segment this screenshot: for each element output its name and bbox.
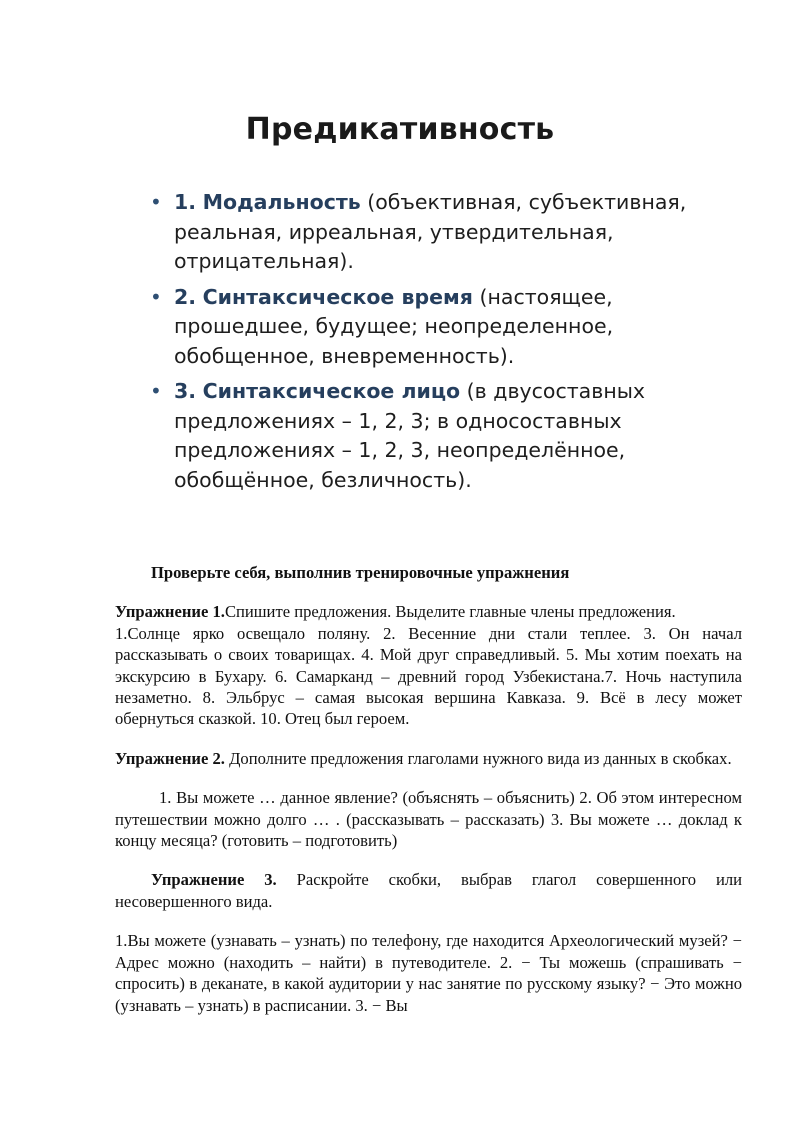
exercise-2-label: Упражнение 2. — [115, 748, 225, 768]
bullet-heading: Синтаксическое лицо — [202, 379, 461, 403]
exercise-3-instruction: Раскройте скобки, выбрав глагол совершенного или несовершенного вида. — [115, 870, 743, 911]
slide-bullet-list — [146, 188, 746, 501]
exercise-2-body: 1. Вы можете … данное явление? (объяснять – объяснить) 2. Об этом интересном путешествии можно долго … . (рассказывать – рассказать) 3. Вы можете … доклад к концу месяца? (готовить – подготовить) — [115, 788, 742, 851]
exercise-2-instruction: Дополните предложения глаголами нужного вида из данных в скобках. — [229, 748, 732, 768]
bullet-number: 2. — [174, 284, 197, 309]
exercise-1-body: 1.Солнце ярко освещало поляну. 2. Весенние дни стали теплее. 3. Он начал рассказывать о своих товарищах. 4. Мой друг справедливый. 5. Мы хотим поехать на экскурсию в Бухару. 6. Самарканд – древний город Узбекистана.7. Ночь наступила незаметно. 8. Эльбрус – самая высокая вершина Кавказа. 9. Всё в лесу может обернуться сказкой. 10. Отец был героем. — [115, 623, 742, 729]
exercise-3-body: 1.Вы можете (узнавать – узнать) по телефону, где находится Археологический музей? − Адрес можно (находить – найти) в путеводителе. 2. − Ты можешь (спрашивать − спросить) в деканате, в какой аудитории у нас занятие по русскому языку? − Это можно (узнавать – узнать) в расписании. 3. − Вы — [115, 931, 742, 1015]
bullet-heading: Синтаксическое время — [202, 284, 473, 309]
bullet-text: (настоящее, прошедшее, будущее; неопределенное, обобщенное, вневременность). — [174, 284, 614, 368]
bullet-number: 1. — [174, 190, 197, 214]
slide-image — [0, 0, 800, 520]
slide-bullet-2 — [146, 283, 746, 372]
check-heading: Проверьте себя, выполнив тренировочные упражнения — [151, 563, 570, 582]
exercise-1-instruction: Спишите предложения. Выделите главные члены предложения. — [224, 602, 676, 622]
exercise-3-label: Упражнение 3. — [151, 870, 277, 890]
exercise-1-heading — [115, 601, 742, 622]
spacer — [115, 769, 742, 787]
document-body — [115, 562, 742, 1016]
bullet-icon: • — [150, 284, 162, 309]
slide-title: Предикативность — [245, 112, 555, 147]
spacer — [115, 730, 742, 748]
bullet-heading: Модальность — [202, 190, 361, 214]
exercise-3-heading — [115, 869, 742, 912]
bullet-text: (объективная, субъективная, реальная, ирреальная, утвердительная, отрицательная). — [174, 190, 687, 273]
bullet-text: (в двусоставных предложениях – 1, 2, 3; в односоставных предложениях – 1, 2, 3, неопределённое, обобщённое, безличность). — [174, 379, 646, 492]
spacer — [115, 912, 742, 930]
spacer — [115, 851, 742, 869]
exercise-2-heading — [115, 748, 742, 769]
slide-bullet-3 — [146, 377, 746, 495]
bullet-number: 3. — [174, 379, 197, 403]
bullet-icon: • — [150, 190, 162, 214]
bullet-icon: • — [150, 379, 162, 403]
slide-bullet-1 — [146, 188, 746, 277]
exercise-1-label: Упражнение 1. — [115, 602, 225, 622]
